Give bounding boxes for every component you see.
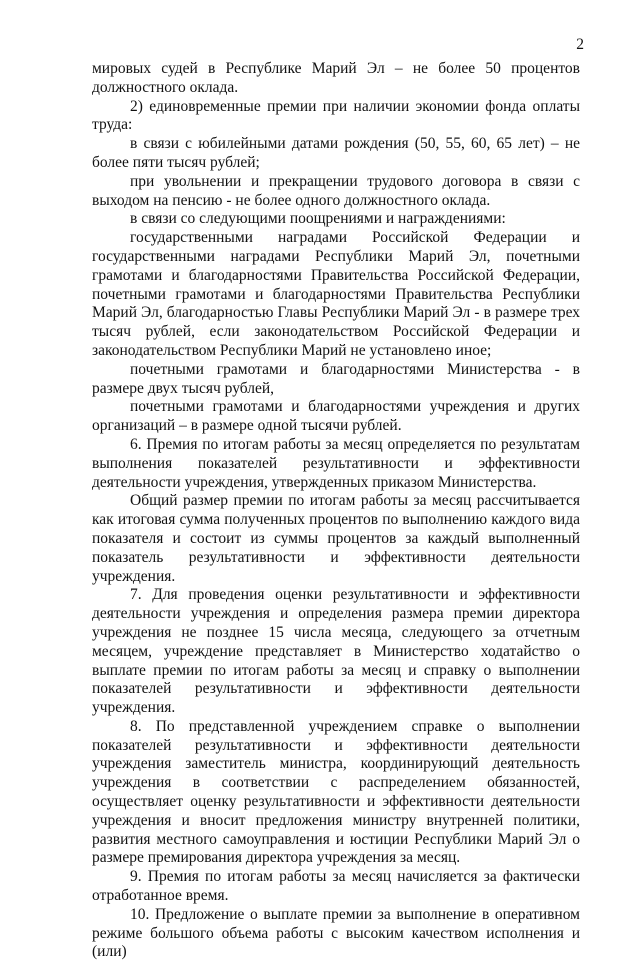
paragraph: государственными наградами Российской Федерации и государственными наградами Республики Марий Эл, почетными грамотами и благодарностями Правительства Российской Федерации, почетными грамотами и благодарностями Правительства Республики Марий Эл, благодарностью Главы Республики Марий Эл - в размере трех тысяч рублей, если законодательством Российской Федерации и законодательством Республики Марий не установлено иное; (92, 229, 580, 359)
paragraph: 2) единовременные премии при наличии экономии фонда оплаты труда: (92, 97, 580, 134)
paragraph: 9. Премия по итогам работы за месяц начисляется за фактически отработанное время. (92, 868, 580, 905)
paragraph: в связи со следующими поощрениями и награждениями: (130, 210, 506, 228)
paragraph: 8. По представленной учреждением справке о выполнении показателей результативности и эффективности деятельности учреждения заместитель министра, координирующий деятельность учреждения в соответствии с распределением обязанностей, осуществляет оценку результативности и эффективности деятельности учреждения и вносит предложения министру внутренней политики, развития местного самоуправления и юстиции Республики Марий Эл о размере премирования директора учреждения за месяц. (92, 717, 580, 867)
paragraph-continuation: мировых судей в Республике Марий Эл – не более 50 процентов должностного оклада. (92, 60, 580, 96)
paragraph: почетными грамотами и благодарностями Министерства - в размере двух тысяч рублей, (92, 360, 580, 397)
paragraph: почетными грамотами и благодарностями учреждения и других организаций – в размере одной тысячи рублей. (92, 398, 580, 435)
paragraph: 7. Для проведения оценки результативности и эффективности деятельности учреждения и определения размера премии директора учреждения не позднее 15 числа месяца, следующего за отчетным месяцем, учреждение представляет в Министерство ходатайство о выплате премии по итогам работы за месяц и справку о выполнении показателей результативности и эффективности деятельности учреждения. (92, 586, 580, 717)
paragraph: при увольнении и прекращении трудового договора в связи с выходом на пенсию - не более одного должностного оклада. (92, 172, 580, 209)
paragraph: в связи с юбилейными датами рождения (50, 55, 60, 65 лет) – не более пяти тысяч рублей; (92, 135, 580, 171)
paragraph: 10. Предложение о выплате премии за выполнение в оперативном режиме большого объема работы с высоким качеством исполнения и (или) (92, 905, 580, 961)
paragraph: 6. Премия по итогам работы за месяц определяется по результатам выполнения показателей результативности и эффективности деятельности учреждения, утвержденных приказом Министерства. (92, 435, 580, 491)
document-body (92, 60, 580, 962)
page-number: 2 (576, 36, 584, 53)
paragraph: Общий размер премии по итогам работы за месяц рассчитывается как итоговая сумма полученных процентов по выполнению каждого вида показателя и состоит из суммы процентов за каждый выполненный показатель результативности и эффективности деятельности учреждения. (92, 492, 580, 585)
